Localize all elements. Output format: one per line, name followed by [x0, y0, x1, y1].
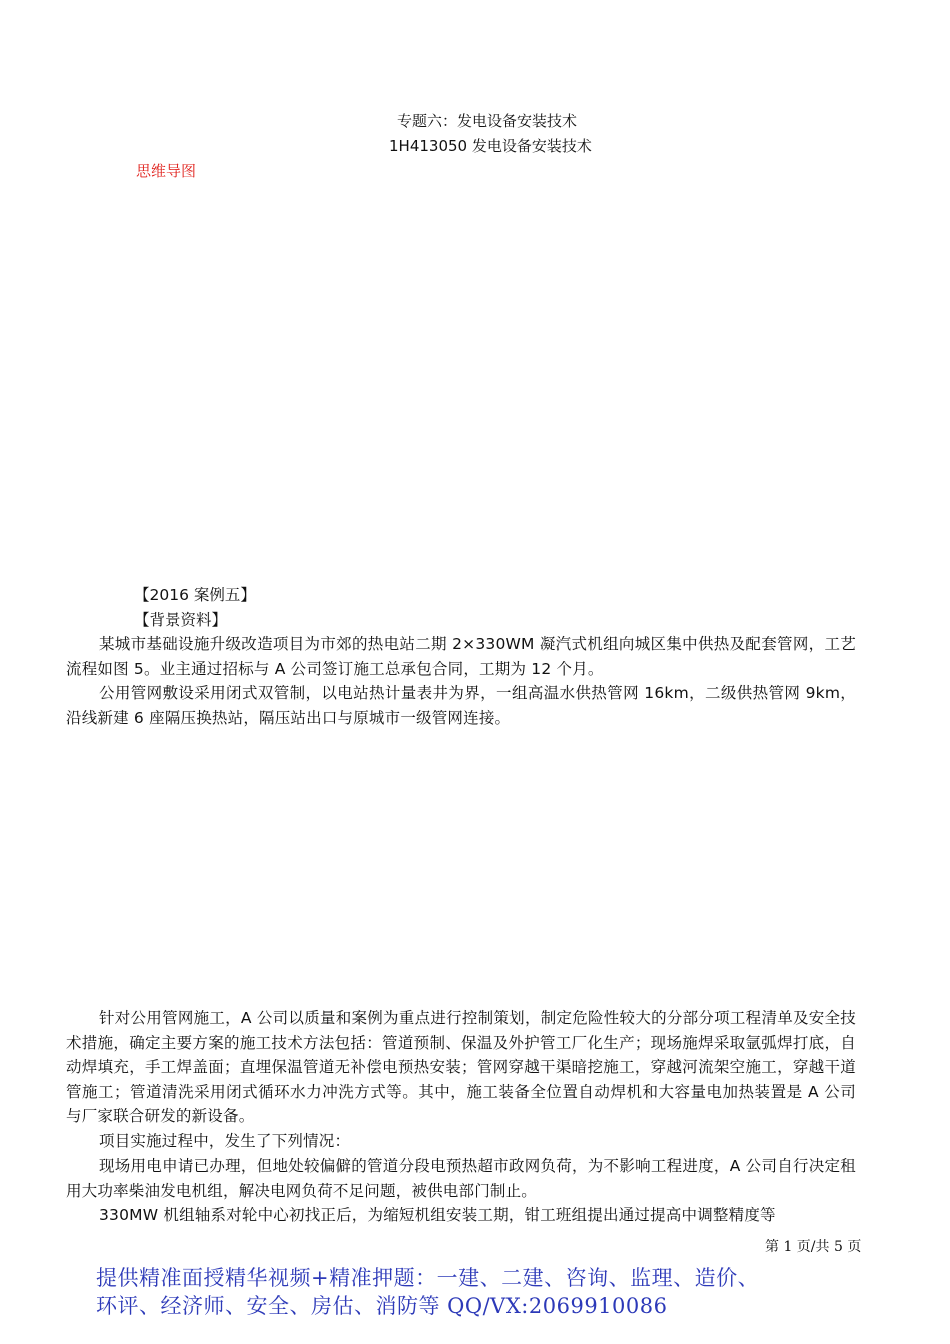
- paragraph-construction-methods: 针对公用管网施工，A 公司以质量和案例为重点进行控制策划，制定危险性较大的分部分项工程清单及安全技术措施，确定主要方案的施工技术方法包括：管道预制、保温及外护管工厂化生产；现场施焊采取氩弧焊打底，自动焊填充，手工焊盖面；直埋保温管道无补偿电预热安装；管网穿越干渠暗挖施工，穿越河流架空施工，穿越干道管施工；管道清洗采用闭式循环水力冲洗方式等。其中，施工装备全位置自动焊机和大容量电加热装置是 A 公司与厂家联合研发的新设备。: [66, 1009, 856, 1125]
- background-label: 【背景资料】: [134, 611, 228, 629]
- promo-line-1: 提供精准面授精华视频+精准押题：一建、二建、咨询、监理、造价、: [96, 1266, 760, 1290]
- page-indicator: 第 1 页/共 5 页: [765, 1239, 862, 1255]
- page-title: 专题六：发电设备安装技术: [397, 112, 578, 130]
- mind-map-label: 思维导图: [136, 162, 197, 180]
- case-label: 【2016 案例五】: [134, 586, 256, 604]
- paragraph-project-overview: 某城市基础设施升级改造项目为市郊的热电站二期 2×330WM 凝汽式机组向城区集中供热及配套管网，工艺流程如图 5。业主通过招标与 A 公司签订施工总承包合同，工期为 12 个月。: [66, 635, 856, 678]
- section-code-title: 1H413050 发电设备安装技术: [389, 137, 592, 155]
- promo-line-2: 环评、经济师、安全、房估、消防等 QQ/VX:2069910086: [96, 1294, 668, 1318]
- paragraph-power-supply: 现场用电申请已办理，但地处较偏僻的管道分段电预热超市政网负荷，为不影响工程进度，A 公司自行决定租用大功率柴油发电机组，解决电网负荷不足问题，被供电部门制止。: [66, 1157, 856, 1200]
- paragraph-pipe-network: 公用管网敷设采用闭式双管制，以电站热计量表井为界，一组高温水供热管网 16km，二级供热管网 9km，沿线新建 6 座隔压换热站，隔压站出口与原城市一级管网连接。: [66, 684, 856, 727]
- paragraph-shaft-alignment: 330MW 机组轴系对轮中心初找正后，为缩短机组安装工期，钳工班组提出通过提高中调整精度等: [99, 1206, 776, 1224]
- paragraph-events-intro: 项目实施过程中，发生了下列情况：: [99, 1132, 351, 1150]
